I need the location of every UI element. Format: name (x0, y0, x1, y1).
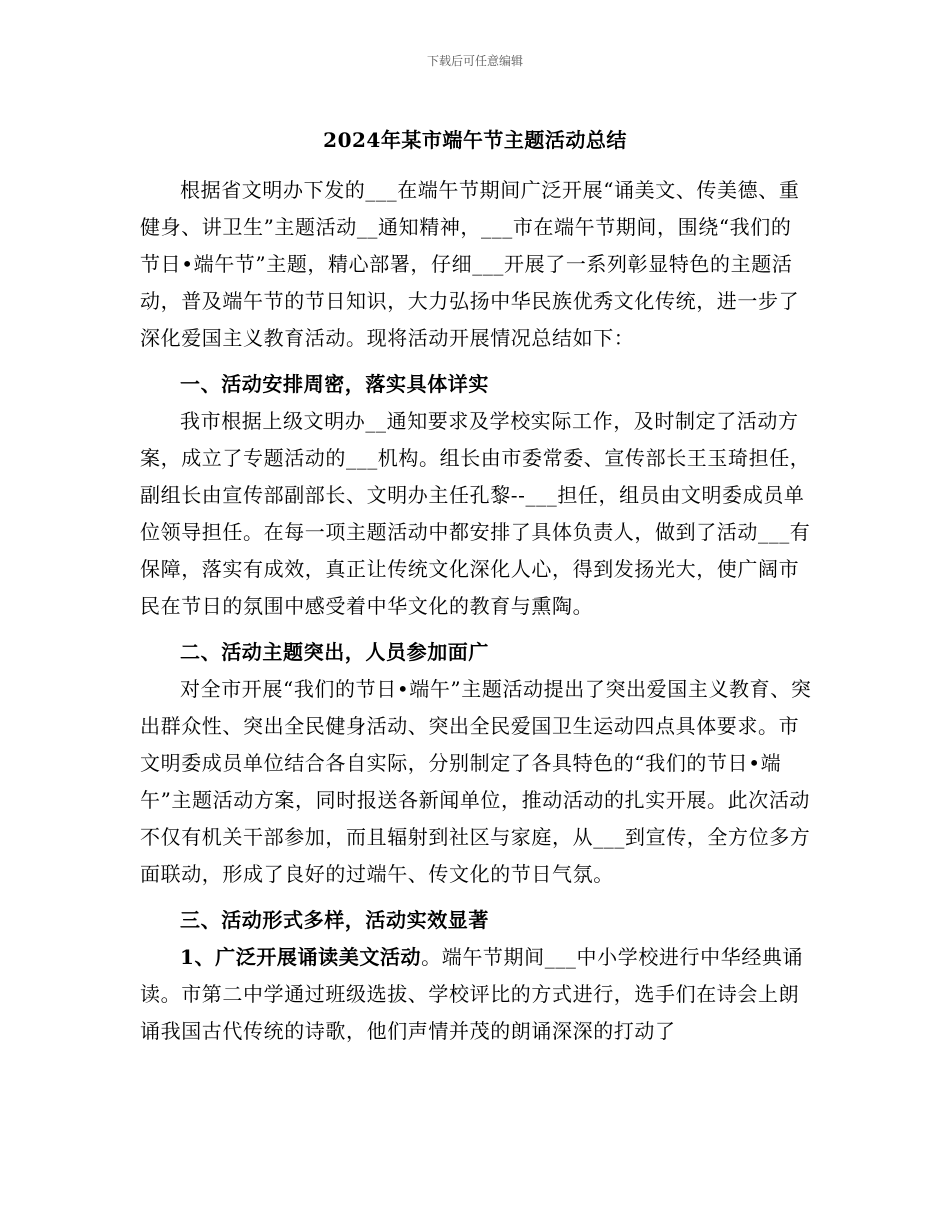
item-1-lead: 1、广泛开展诵读美文活动 (180, 945, 422, 969)
section-3-item-1 (140, 939, 812, 1050)
section-2-paragraph: 对全市开展“我们的节日•端午”主题活动提出了突出爱国主义教育、突出群众性、突出全民健身活动、突出全民爱国卫生运动四点具体要求。市文明委成员单位结合各自实际，分别制定了各具特色的“我们的节日•端午”主题活动方案，同时报送各新闻单位，推动活动的扎实开展。此次活动不仅有机关干部参加，而且辐射到社区与家庭，从___到宣传，全方位多方面联动，形成了良好的过端午、传文化的节日气氛。 (140, 677, 812, 886)
intro-paragraph: 根据省文明办下发的___在端午节期间广泛开展“诵美文、传美德、重健身、讲卫生”主题活动__通知精神，___市在端午节期间，围绕“我们的节日•端午节”主题，精心部署，仔细___开展了一系列彰显特色的主题活动，普及端午节的节日知识，大力弘扬中华民族优秀文化传统，进一步了深化爱国主义教育活动。现将活动开展情况总结如下： (140, 178, 800, 350)
page-title: 2024年某市端午节主题活动总结 (323, 128, 627, 152)
page-header-note: 下载后可任意编辑 (426, 54, 523, 68)
document-body (140, 172, 812, 1050)
section-2-heading: 二、活动主题突出，人员参加面广 (180, 640, 489, 664)
section-1-paragraph: 我市根据上级文明办__通知要求及学校实际工作，及时制定了活动方案，成立了专题活动的___机构。组长由市委常委、宣传部长王玉琦担任，副组长由宣传部副部长、文明办主任孔黎--___担任，组员由文明委成员单位领导担任。在每一项主题活动中都安排了具体负责人，做到了活动___有保障，落实有成效，真正让传统文化深化人心，得到发扬光大，使广阔市民在节日的氛围中感受着中华文化的教育与熏陶。 (140, 409, 811, 618)
section-1-heading: 一、活动安排周密，落实具体详实 (180, 372, 489, 396)
item-1-text: 。端午节期间___中小学校进行中华经典诵读。市第二中学通过班级选拔、学校评比的方式进行，选手们在诗会上朗诵我国古代传统的诗歌，他们声情并茂的朗诵深深的打动了 (140, 945, 804, 1043)
section-3-heading: 三、活动形式多样，活动实效显著 (180, 908, 489, 932)
